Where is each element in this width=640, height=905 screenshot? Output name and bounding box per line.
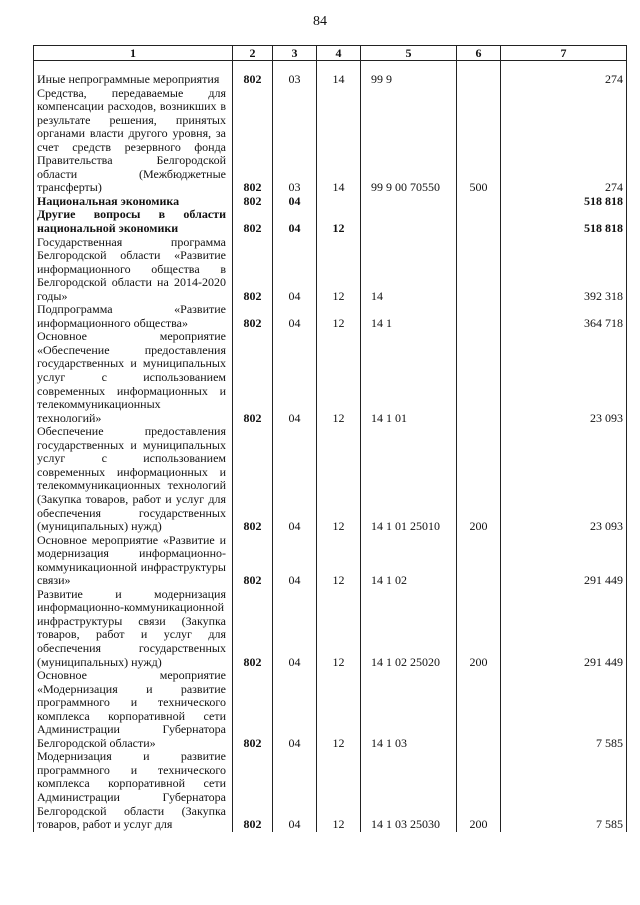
table-header-row bbox=[34, 46, 627, 61]
row-sum: 392 318 bbox=[501, 236, 627, 304]
row-name: Модернизация и развитие программного и технического комплекса корпоративной сети Администрации Губернатора Белгородской области (Закупка товаров, работ и услуг для bbox=[34, 750, 233, 831]
row-section: 04 bbox=[273, 236, 317, 304]
row-expense-type bbox=[457, 303, 501, 330]
row-subsection: 12 bbox=[317, 425, 361, 533]
row-sum: 274 bbox=[501, 87, 627, 195]
row-expense-type: 200 bbox=[457, 588, 501, 669]
row-sum: 274 bbox=[501, 61, 627, 87]
row-name: Другие вопросы в области национальной экономики bbox=[34, 208, 233, 235]
row-sum: 364 718 bbox=[501, 303, 627, 330]
row-name: Государственная программа Белгородской области «Развитие информационного общества в Белгородской области на 2014-2020 годы» bbox=[34, 236, 233, 304]
row-name: Основное мероприятие «Модернизация и развитие программного и технического комплекса корпоративной сети Администрации Губернатора Белгородской области» bbox=[34, 669, 233, 750]
row-section: 03 bbox=[273, 87, 317, 195]
row-article: 99 9 bbox=[361, 61, 457, 87]
table-body bbox=[34, 61, 627, 832]
row-article: 14 1 bbox=[361, 303, 457, 330]
row-article: 14 1 02 25020 bbox=[361, 588, 457, 669]
table-row bbox=[34, 588, 627, 669]
header-col-1: 1 bbox=[34, 46, 233, 61]
row-name: Обеспечение предоставления государственных и муниципальных услуг с использованием современных информационных и телекоммуникационных технологий (Закупка товаров, работ и услуг для обеспечения государственных (муниципальных) нужд) bbox=[34, 425, 233, 533]
row-section: 04 bbox=[273, 195, 317, 209]
row-subsection bbox=[317, 195, 361, 209]
header-col-3: 3 bbox=[273, 46, 317, 61]
row-code: 802 bbox=[233, 750, 273, 831]
row-expense-type bbox=[457, 208, 501, 235]
row-name: Развитие и модернизация информационно-коммуникационной инфраструктуры связи (Закупка товаров, работ и услуг для обеспечения государственных (муниципальных) нужд) bbox=[34, 588, 233, 669]
row-sum: 7 585 bbox=[501, 669, 627, 750]
row-article: 14 1 03 25030 bbox=[361, 750, 457, 831]
row-name: Основное мероприятие «Обеспечение предоставления государственных и муниципальных услуг с использованием современных информационных и телекоммуникационных технологий» bbox=[34, 330, 233, 425]
row-expense-type bbox=[457, 330, 501, 425]
table-row bbox=[34, 87, 627, 195]
row-expense-type bbox=[457, 61, 501, 87]
row-sum: 7 585 bbox=[501, 750, 627, 831]
row-expense-type bbox=[457, 669, 501, 750]
row-sum: 23 093 bbox=[501, 330, 627, 425]
row-expense-type bbox=[457, 195, 501, 209]
row-subsection: 14 bbox=[317, 87, 361, 195]
table-row bbox=[34, 236, 627, 304]
row-code: 802 bbox=[233, 303, 273, 330]
row-sum: 23 093 bbox=[501, 425, 627, 533]
row-code: 802 bbox=[233, 534, 273, 588]
row-expense-type bbox=[457, 236, 501, 304]
row-section: 04 bbox=[273, 534, 317, 588]
table-row bbox=[34, 425, 627, 533]
row-subsection: 12 bbox=[317, 236, 361, 304]
row-subsection: 12 bbox=[317, 669, 361, 750]
row-subsection: 12 bbox=[317, 303, 361, 330]
row-sum: 291 449 bbox=[501, 534, 627, 588]
row-code: 802 bbox=[233, 330, 273, 425]
row-name: Иные непрограммные мероприятия bbox=[34, 61, 233, 87]
row-article bbox=[361, 195, 457, 209]
header-col-4: 4 bbox=[317, 46, 361, 61]
row-code: 802 bbox=[233, 425, 273, 533]
row-section: 04 bbox=[273, 208, 317, 235]
budget-table bbox=[33, 45, 627, 832]
row-article: 99 9 00 70550 bbox=[361, 87, 457, 195]
row-subsection: 12 bbox=[317, 208, 361, 235]
row-subsection: 12 bbox=[317, 588, 361, 669]
row-expense-type bbox=[457, 534, 501, 588]
row-article: 14 1 01 25010 bbox=[361, 425, 457, 533]
row-code: 802 bbox=[233, 208, 273, 235]
row-section: 04 bbox=[273, 330, 317, 425]
row-section: 04 bbox=[273, 750, 317, 831]
row-expense-type: 200 bbox=[457, 425, 501, 533]
row-code: 802 bbox=[233, 669, 273, 750]
row-expense-type: 200 bbox=[457, 750, 501, 831]
row-subsection: 14 bbox=[317, 61, 361, 87]
row-expense-type: 500 bbox=[457, 87, 501, 195]
row-article: 14 1 03 bbox=[361, 669, 457, 750]
row-section: 03 bbox=[273, 61, 317, 87]
row-code: 802 bbox=[233, 61, 273, 87]
table-row bbox=[34, 208, 627, 235]
row-code: 802 bbox=[233, 195, 273, 209]
row-sum: 518 818 bbox=[501, 195, 627, 209]
row-sum: 291 449 bbox=[501, 588, 627, 669]
row-code: 802 bbox=[233, 236, 273, 304]
row-section: 04 bbox=[273, 303, 317, 330]
header-col-7: 7 bbox=[501, 46, 627, 61]
row-name: Подпрограмма «Развитие информационного общества» bbox=[34, 303, 233, 330]
row-name: Средства, передаваемые для компенсации расходов, возникших в результате решения, принятых органами власти другого уровня, за счет средств резервного фонда Правительства Белгородской области (Межбюджетные трансферты) bbox=[34, 87, 233, 195]
row-article: 14 bbox=[361, 236, 457, 304]
row-subsection: 12 bbox=[317, 330, 361, 425]
table-row bbox=[34, 534, 627, 588]
table-row bbox=[34, 750, 627, 831]
row-section: 04 bbox=[273, 588, 317, 669]
row-section: 04 bbox=[273, 425, 317, 533]
table-row bbox=[34, 61, 627, 87]
row-subsection: 12 bbox=[317, 750, 361, 831]
table-row bbox=[34, 330, 627, 425]
row-subsection: 12 bbox=[317, 534, 361, 588]
table-row bbox=[34, 669, 627, 750]
row-name: Национальная экономика bbox=[34, 195, 233, 209]
row-section: 04 bbox=[273, 669, 317, 750]
page-number: 84 bbox=[313, 14, 327, 29]
row-article bbox=[361, 208, 457, 235]
row-article: 14 1 01 bbox=[361, 330, 457, 425]
row-sum: 518 818 bbox=[501, 208, 627, 235]
header-col-5: 5 bbox=[361, 46, 457, 61]
header-col-6: 6 bbox=[457, 46, 501, 61]
table-row bbox=[34, 303, 627, 330]
row-code: 802 bbox=[233, 87, 273, 195]
header-col-2: 2 bbox=[233, 46, 273, 61]
row-code: 802 bbox=[233, 588, 273, 669]
row-name: Основное мероприятие «Развитие и модернизация информационно-коммуникационной инфраструктуры связи» bbox=[34, 534, 233, 588]
row-article: 14 1 02 bbox=[361, 534, 457, 588]
table-row bbox=[34, 195, 627, 209]
